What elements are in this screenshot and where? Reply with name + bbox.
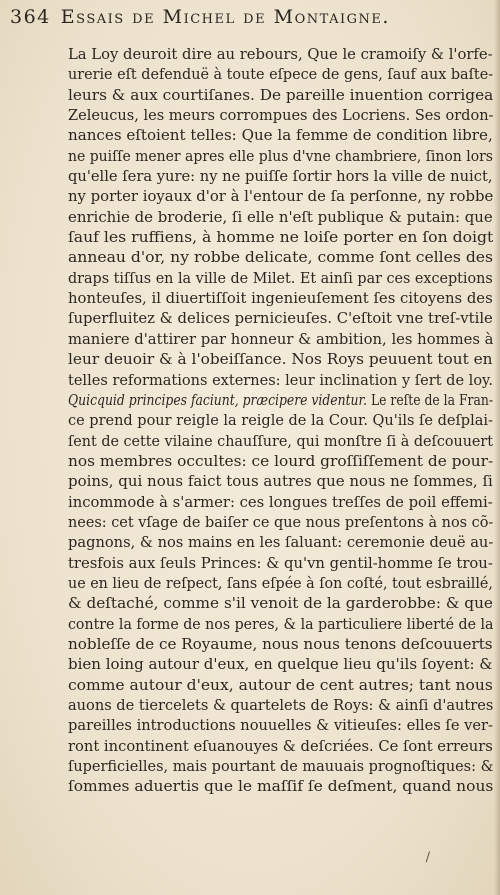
text-line: qu'elle ſera yure: ny ne puiſſe ſortir hors la ville de nuict, [68, 168, 493, 186]
text-line: telles reformations externes: leur inclination y ſert de loy. [68, 371, 493, 389]
text-line: urerie eſt defenduë à toute eſpece de gens, ſauf aux baſte- [68, 66, 493, 84]
text-line: ſauf les ruffiens, à homme ne loiſe porter en ſon doigt [68, 229, 493, 247]
text-line: poins, qui nous faict tous autres que nous ne ſommes, ſi [68, 473, 493, 491]
page-edge-shadow [494, 0, 500, 895]
text-line: pagnons, & nos mains en les ſaluant: ceremonie deuë au- [68, 534, 493, 552]
footer-mark: / [425, 850, 430, 865]
text-line: Quicquid principes faciunt, præcipere videntur. Le reſte de la Fran- [68, 391, 493, 409]
text-line: ce prend pour reigle la reigle de la Cour. Qu'ils ſe deſplai- [68, 412, 493, 430]
text-line: La Loy deuroit dire au rebours, Que le cramoiſy & l'orfe- [68, 46, 493, 63]
page-number: 364 [10, 6, 51, 28]
text-line: contre la forme de nos peres, & la particuliere liberté de la [68, 615, 493, 633]
text-line: ue en lieu de reſpect, ſans eſpée à ſon coſté, tout esbraillé, [68, 574, 493, 592]
text-line: tresfois aux ſeuls Princes: & qu'vn gentil-homme ſe trou- [68, 554, 493, 572]
text-line: enrichie de broderie, ſi elle n'eſt publique & putain: que [68, 208, 493, 226]
text-line: nances eſtoient telles: Que la femme de condition libre, [68, 127, 493, 145]
text-line: leur deuoir & à l'obeiſſance. Nos Roys peuuent tout en [68, 351, 493, 369]
text-line: ſommes aduertis que le maſſif ſe deſment, quand nous [68, 778, 493, 796]
text-line: ſent de cette vilaine chauſſure, qui monſtre ſi à deſcouuert [68, 432, 493, 450]
text-line: nobleſſe de ce Royaume, nous nous tenons deſcouuerts [68, 635, 493, 653]
text-line: nees: cet vſage de baiſer ce que nous preſentons à nos cõ- [68, 513, 493, 531]
text-line: leurs & aux courtiſanes. De pareille inuention corrigea [68, 86, 493, 104]
body-text [68, 45, 493, 798]
running-head: Essais de Michel de Montaigne. [60, 6, 390, 28]
text-line: comme autour d'eux, autour de cent autres; tant nous [68, 676, 493, 694]
text-line: ſuperficielles, mais pourtant de mauuais prognoſtiques: & [68, 758, 493, 776]
text-line: honteuſes, il diuertiſſoit ingenieuſement ſes citoyens des [68, 290, 493, 308]
text-line: & deſtaché, comme s'il venoit de la garderobbe: & que [68, 595, 493, 613]
text-line: incommode à s'armer: ces longues treſſes de poil effemi- [68, 493, 493, 511]
text-line: ront incontinent eſuanouyes & deſcriées. Ce ſont erreurs [68, 737, 493, 755]
text-line: anneau d'or, ny robbe delicate, comme ſont celles des [68, 249, 493, 267]
page-header [10, 6, 495, 36]
text-line: ny porter ioyaux d'or à l'entour de ſa perſonne, ny robbe [68, 188, 493, 206]
text-line: draps tiſſus en la ville de Milet. Et ainſi par ces exceptions [68, 269, 493, 287]
text-line: ſuperfluitez & delices pernicieuſes. C'eſtoit vne treſ-vtile [68, 310, 493, 328]
text-line: auons de tiercelets & quartelets de Roys: & ainſi d'autres [68, 697, 493, 714]
text-line: ne puiſſe mener apres elle plus d'vne chambriere, ſinon lors [68, 147, 493, 165]
text-line: pareilles introductions nouuelles & vitieuſes: elles ſe ver- [68, 717, 493, 735]
text-line: bien loing autour d'eux, en quelque lieu qu'ils ſoyent: & [68, 656, 493, 674]
latin-quotation: Quicquid principes faciunt, præcipere videntur. [68, 391, 368, 409]
text-line: maniere d'attirer par honneur & ambition, les hommes à [68, 330, 493, 348]
text-line: Zeleucus, les meurs corrompues des Locriens. Ses ordon- [68, 107, 493, 125]
text-line: nos membres occultes: ce lourd groſſiſſement de pour- [68, 452, 493, 470]
